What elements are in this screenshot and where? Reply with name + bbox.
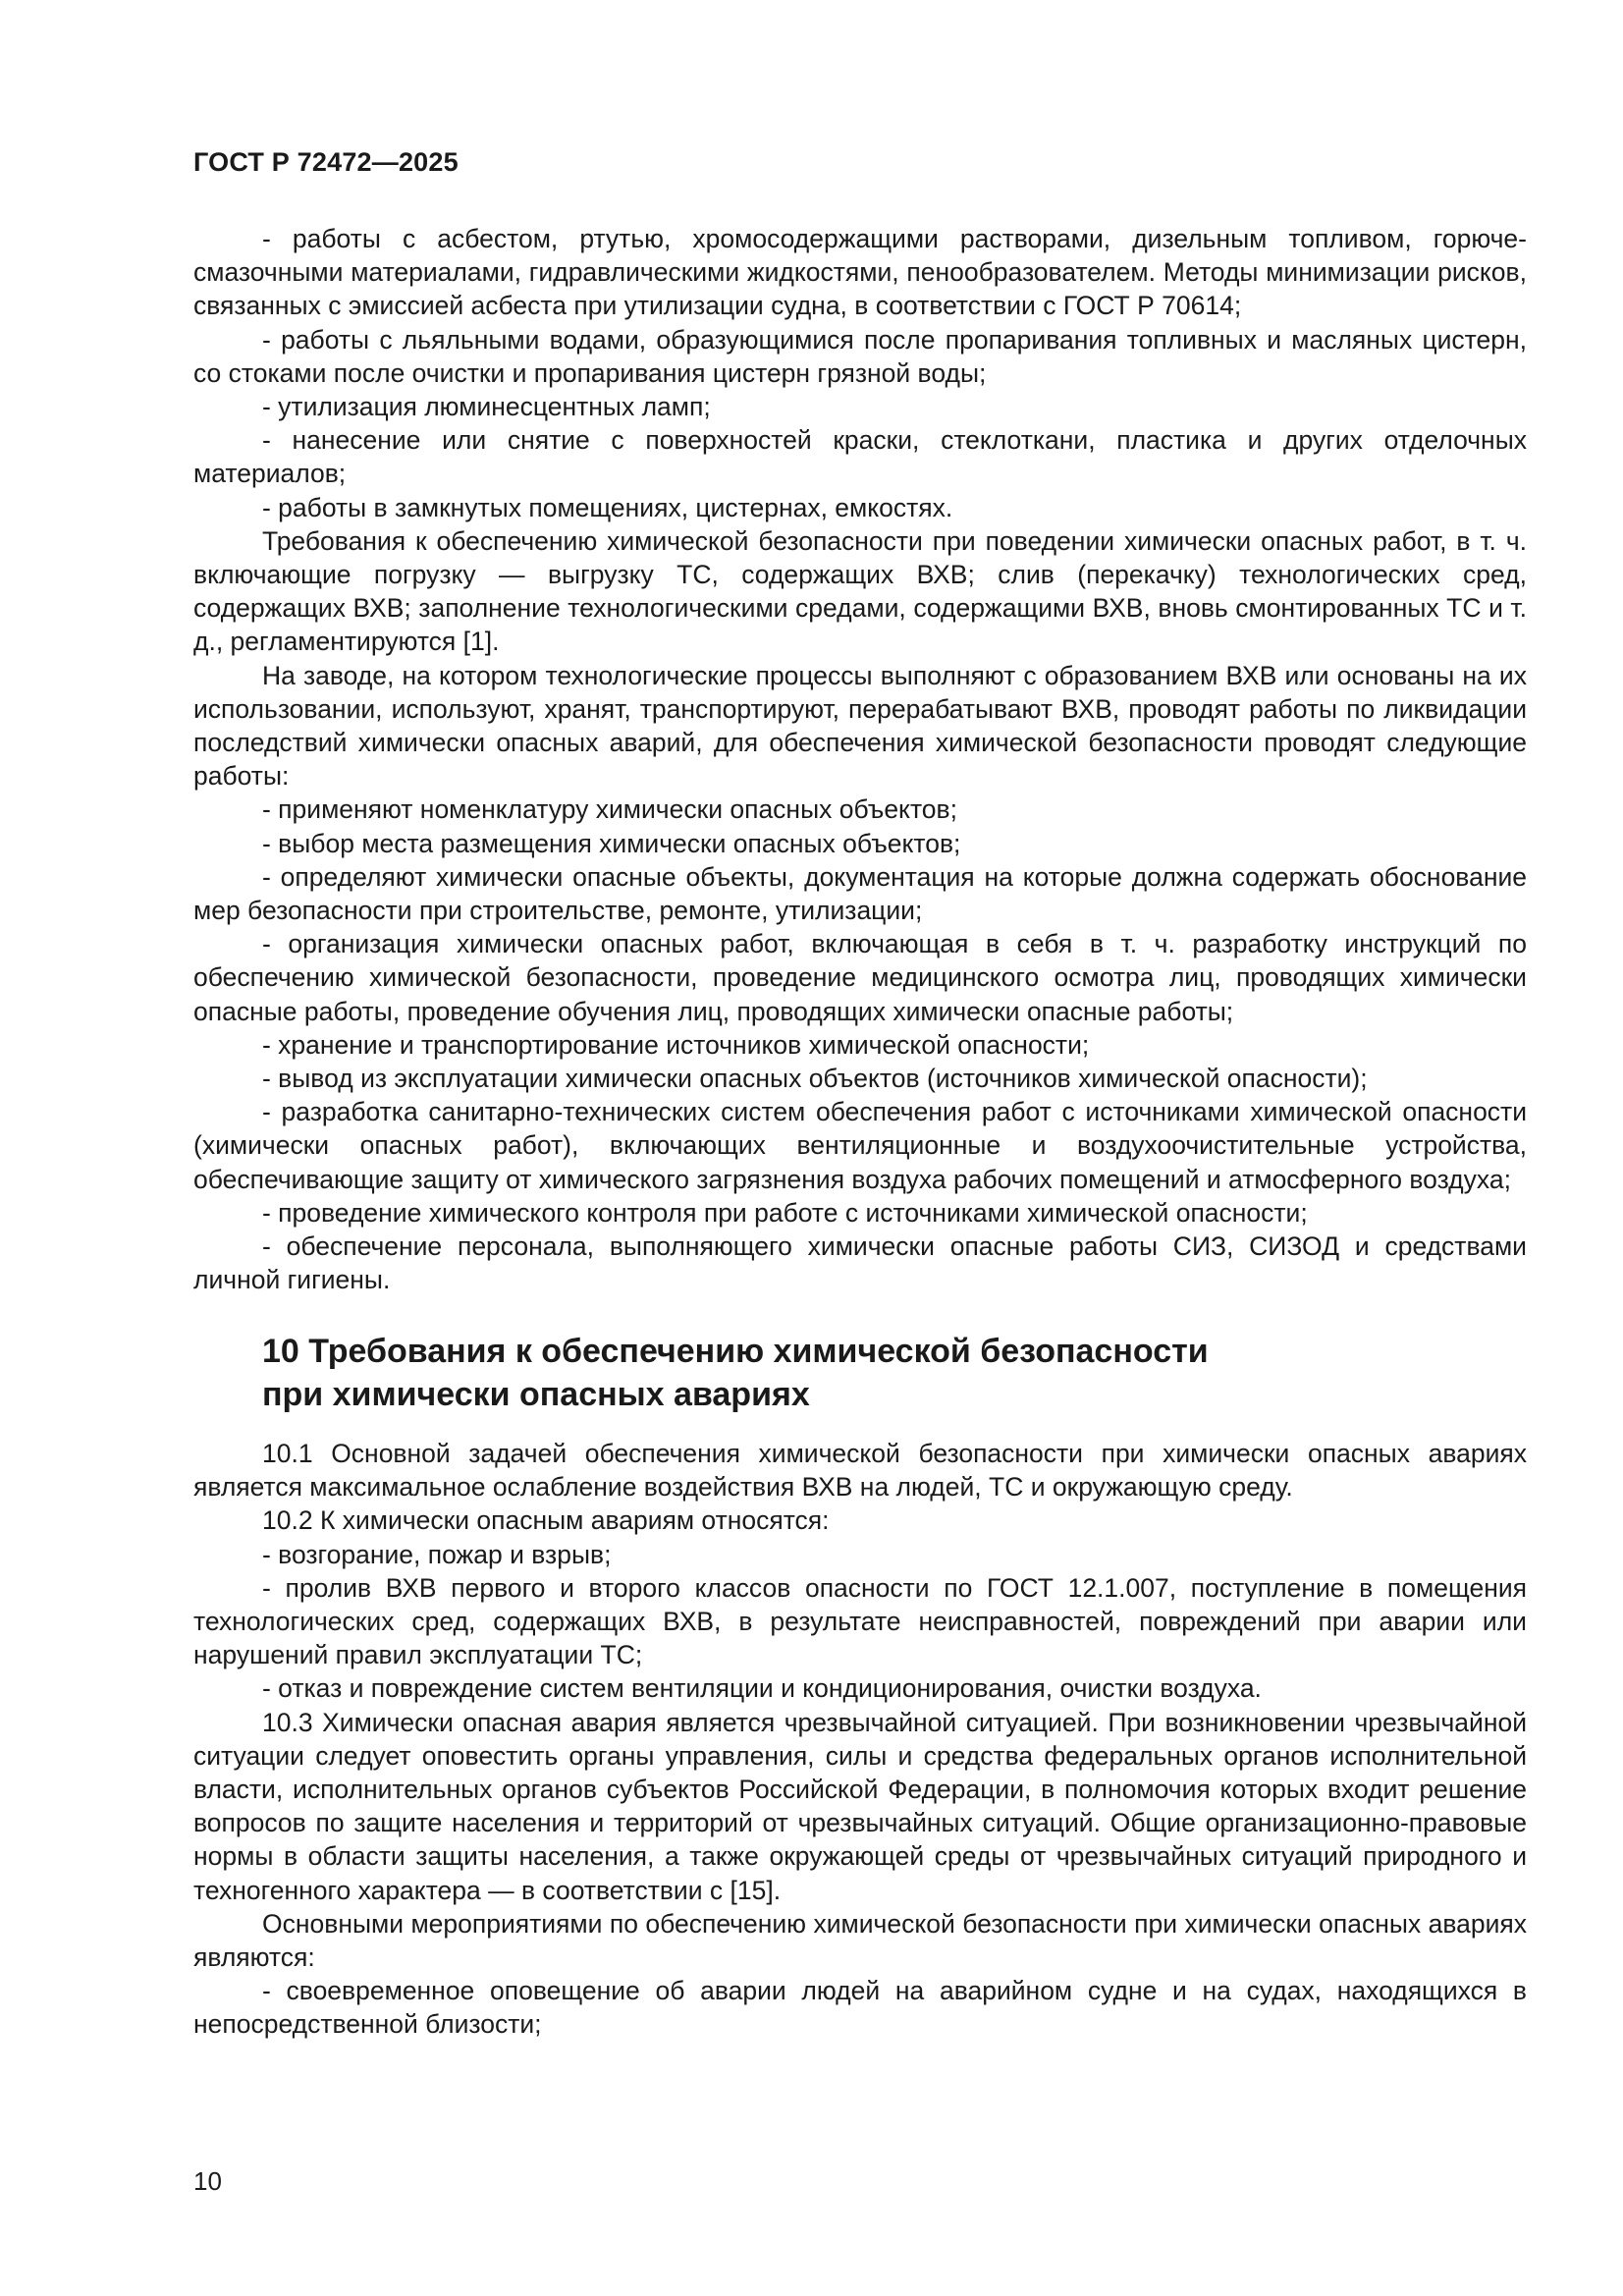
paragraph: 10.2 К химически опасным авариям относятся:	[262, 1505, 830, 1536]
paragraph: - обеспечение персонала, выполняющего химически опасные работы СИЗ, СИЗОД и средствами личной гигиены.	[193, 1231, 1527, 1295]
body-text-section-10	[193, 1437, 1527, 2042]
paragraph: - хранение и транспортирование источников химической опасности;	[262, 1029, 1090, 1060]
paragraph: - выбор места размещения химически опасных объектов;	[262, 828, 961, 858]
document-header: ГОСТ Р 72472—2025	[193, 147, 459, 177]
paragraph: Основными мероприятиями по обеспечению химической безопасности при химически опасных авариях являются:	[193, 1908, 1527, 1973]
paragraph: Требования к обеспечению химической безопасности при поведении химически опасных работ, в т. ч. включающие погрузку — выгрузку ТС, содержащих ВХВ; слив (перекачку) технологических сред, содержащих ВХВ; заполнение технологическими средами, содержащими ВХВ, вновь смонтированных ТС и т. д., регламентируются [1].	[193, 525, 1527, 657]
paragraph: - нанесение или снятие с поверхностей краски, стеклоткани, пластика и других отделочных материалов;	[193, 425, 1527, 489]
paragraph: - возгорание, пожар и взрыв;	[262, 1539, 612, 1569]
paragraph: - работы с льяльными водами, образующимися после пропаривания топливных и масляных цистерн, со стоками после очистки и пропаривания цистерн грязной воды;	[193, 324, 1527, 388]
section-heading-line: 10 Требования к обеспечению химической безопасности	[262, 1333, 1209, 1370]
paragraph: - проведение химического контроля при работе с источниками химической опасности;	[262, 1197, 1308, 1228]
paragraph: - работы в замкнутых помещениях, цистернах, емкостях.	[262, 492, 953, 522]
section-10-heading	[262, 1330, 1489, 1416]
paragraph: На заводе, на котором технологические процессы выполняют с образованием ВХВ или основаны на их использовании, используют, хранят, транспортируют, перерабатывают ВХВ, проводят работы по ликвидации последствий химически опасных аварий, для обеспечения химической безопасности проводят следующие работы:	[193, 660, 1527, 792]
paragraph: - работы с асбестом, ртутью, хромосодержащими растворами, дизельным топливом, горюче-смазочными материалами, гидравлическими жидкостями, пенообразователем. Методы минимизации рисков, связанных с эмиссией асбеста при утилизации судна, в соответствии с ГОСТ Р 70614;	[193, 224, 1527, 321]
paragraph: - своевременное оповещение об аварии людей на аварийном судне и на судах, находящихся в непосредственной близости;	[193, 1976, 1527, 2040]
page-number: 10	[193, 2166, 222, 2196]
paragraph: - отказ и повреждение систем вентиляции и кондиционирования, очистки воздуха.	[262, 1673, 1262, 1704]
section-heading-line: при химически опасных авариях	[262, 1376, 810, 1413]
paragraph: - разработка санитарно-технических систем обеспечения работ с источниками химической опасности (химически опасных работ), включающих вентиляционные и воздухоочистительные устройства, обеспечивающие защиту от химического загрязнения воздуха рабочих помещений и атмосферного воздуха;	[193, 1097, 1527, 1194]
paragraph: - организация химически опасных работ, включающая в себя в т. ч. разработку инструкций по обеспечению химической безопасности, проведение медицинского осмотра лиц, проводящих химически опасные работы, проведение обучения лиц, проводящих химически опасные работы;	[193, 929, 1527, 1026]
paragraph: 10.3 Химически опасная авария является чрезвычайной ситуацией. При возникновении чрезвычайной ситуации следует оповестить органы управления, силы и средства федеральных органов исполнительной власти, исполнительных органов субъектов Российской Федерации, в полномочия которых входит решение вопросов по защите населения и территорий от чрезвычайных ситуаций. Общие организационно-правовые нормы в области защиты населения, а также окружающей среды от чрезвычайных ситуаций природного и техногенного характера — в соответствии с [15].	[193, 1707, 1527, 1905]
paragraph: - пролив ВХВ первого и второго классов опасности по ГОСТ 12.1.007, поступление в помещения технологических сред, содержащих ВХВ, в результате неисправностей, повреждений при аварии или нарушений правил эксплуатации ТС;	[193, 1572, 1527, 1670]
paragraph: - применяют номенклатуру химически опасных объектов;	[262, 794, 957, 825]
body-text-block-1	[193, 222, 1527, 1297]
paragraph: - утилизация люминесцентных ламп;	[262, 392, 711, 422]
paragraph: - вывод из эксплуатации химически опасных объектов (источников химической опасности);	[262, 1064, 1368, 1094]
paragraph: 10.1 Основной задачей обеспечения химической безопасности при химически опасных авариях является максимальное ослабление воздействия ВХВ на людей, ТС и окружающую среду.	[193, 1439, 1527, 1503]
paragraph: - определяют химически опасные объекты, документация на которые должна содержать обоснование мер безопасности при строительстве, ремонте, утилизации;	[193, 861, 1527, 926]
